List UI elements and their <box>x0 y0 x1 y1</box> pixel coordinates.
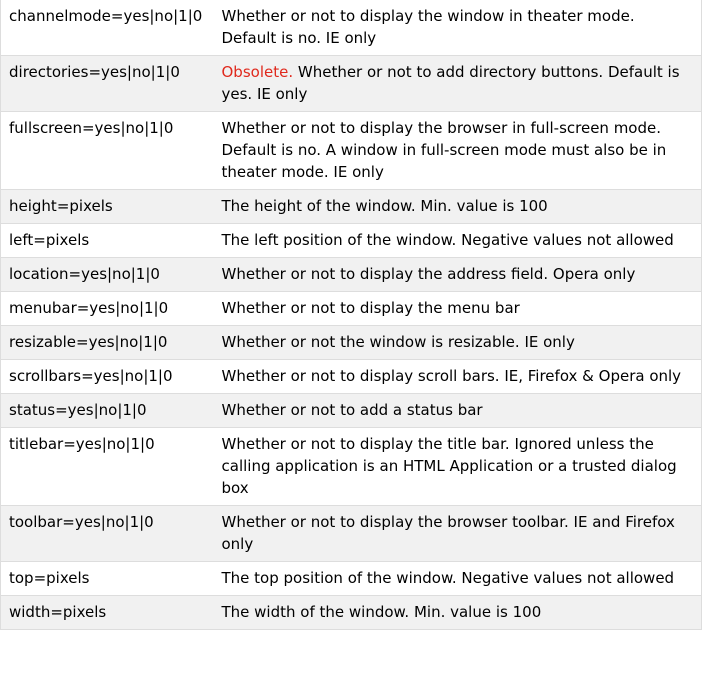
desc-cell <box>214 56 702 112</box>
param-cell: width=pixels <box>9 603 107 621</box>
param-cell: top=pixels <box>9 569 90 587</box>
table-row <box>1 326 702 360</box>
desc-text: Whether or not to add directory buttons. Default is yes. IE only <box>221 63 680 103</box>
table-row <box>1 428 702 506</box>
param-cell: height=pixels <box>9 197 113 215</box>
param-cell: scrollbars=yes|no|1|0 <box>9 367 173 385</box>
table-row <box>1 258 702 292</box>
desc-cell: The height of the window. Min. value is 100 <box>221 197 548 215</box>
param-cell: fullscreen=yes|no|1|0 <box>9 119 174 137</box>
desc-cell: Whether or not to display the menu bar <box>221 299 520 317</box>
desc-cell: Whether or not to add a status bar <box>221 401 483 419</box>
table-row <box>1 292 702 326</box>
desc-cell: Whether or not to display scroll bars. IE, Firefox & Opera only <box>221 367 682 385</box>
desc-cell: Whether or not to display the address field. Opera only <box>221 265 636 283</box>
table-row <box>1 112 702 190</box>
param-cell: left=pixels <box>9 231 90 249</box>
param-cell: titlebar=yes|no|1|0 <box>9 435 155 453</box>
desc-cell: The width of the window. Min. value is 100 <box>221 603 542 621</box>
table-row <box>1 0 702 56</box>
table-row <box>1 562 702 596</box>
table-row <box>1 190 702 224</box>
desc-cell: The left position of the window. Negative values not allowed <box>221 231 674 249</box>
param-cell: menubar=yes|no|1|0 <box>9 299 169 317</box>
table-row <box>1 596 702 630</box>
desc-cell: Whether or not to display the browser in full-screen mode. Default is no. A window in full-screen mode must also be in theater mode. IE only <box>221 119 667 181</box>
table-row <box>1 56 702 112</box>
table-row <box>1 224 702 258</box>
param-cell: directories=yes|no|1|0 <box>9 63 180 81</box>
table-row <box>1 394 702 428</box>
table-row <box>1 360 702 394</box>
param-cell: toolbar=yes|no|1|0 <box>9 513 154 531</box>
param-cell: resizable=yes|no|1|0 <box>9 333 168 351</box>
desc-cell: Whether or not to display the browser toolbar. IE and Firefox only <box>221 513 675 553</box>
param-cell: channelmode=yes|no|1|0 <box>9 7 203 25</box>
desc-cell: Whether or not to display the title bar. Ignored unless the calling application is an HTML Application or a trusted dialog box <box>221 435 677 497</box>
table-row <box>1 506 702 562</box>
param-cell: location=yes|no|1|0 <box>9 265 160 283</box>
desc-cell: The top position of the window. Negative values not allowed <box>221 569 675 587</box>
param-cell: status=yes|no|1|0 <box>9 401 147 419</box>
desc-cell: Whether or not to display the window in theater mode. Default is no. IE only <box>221 7 635 47</box>
desc-cell: Whether or not the window is resizable. IE only <box>221 333 575 351</box>
obsolete-label: Obsolete. <box>221 63 294 81</box>
